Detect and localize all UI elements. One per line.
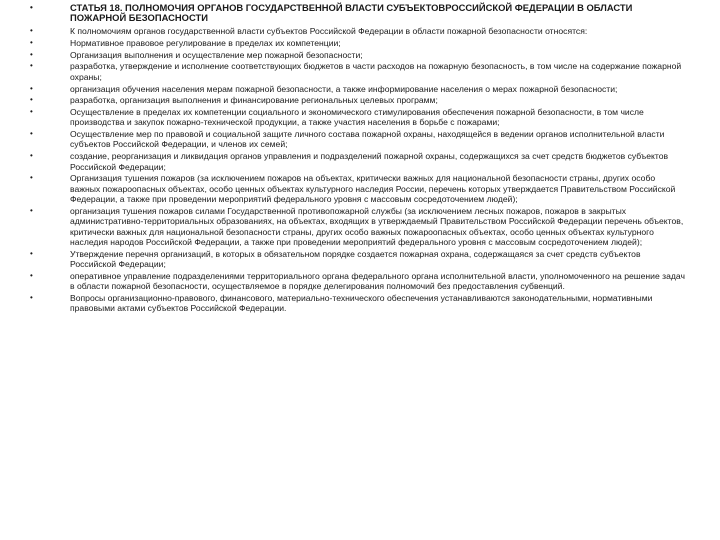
list-item-text: Осуществление в пределах их компетенции социального и экономического стимулирования обеспечения пожарной безопасности, в том числе производства и закупок пожарно-технической продукции, а также участия населения в борьбе с пожарами; (70, 106, 644, 128)
list-item (30, 84, 686, 94)
bullet-marker: • (30, 129, 33, 139)
article-title (30, 3, 686, 24)
list-item (30, 173, 686, 204)
list-item (30, 293, 686, 314)
list-item-text: Осуществление мер по правовой и социальной защите личного состава пожарной охраны, находящейся в ведении органов исполнительной власти субъектов Российской Федерации, и членов их семей; (70, 129, 665, 150)
list-item (30, 107, 686, 128)
list-item (30, 95, 686, 105)
bullet-marker: • (30, 151, 33, 161)
list-item-text: разработка, утверждение и исполнение соответствующих бюджетов в части расходов на пожарную безопасность, в том числе на содержание пожарной охраны; (70, 61, 682, 82)
list-item-text: оперативное управление подразделениями территориального органа федерального органа исполнительной власти, уполномоченного на решение задач в области пожарной безопасности, осуществляемое в порядке делегирования полномочий без предоставления субвенций. (70, 270, 685, 292)
bullet-marker: • (30, 106, 33, 116)
bullet-marker: • (30, 270, 33, 280)
bullet-marker: • (30, 38, 33, 48)
list-item-text: Нормативное правовое регулирование в пределах их компетенции; (70, 38, 341, 49)
list-item (30, 26, 686, 36)
bullet-marker: • (30, 3, 33, 12)
bullet-marker: • (30, 292, 33, 302)
list-item-text: Организация тушения пожаров (за исключением пожаров на объектах, критически важных для национальной безопасности страны, других особо важных пожароопасных объектах, особо ценных объектах культурного наследия России, перечень которых утверждается Правительством Российской Федерации, а также при проведении мероприятий федерального уровня с массовым сосредоточением людей); (70, 173, 676, 205)
list-item (30, 151, 686, 172)
list-item-text: организация обучения населения мерам пожарной безопасности, а также информирование населения о мерах пожарной безопасности; (70, 83, 618, 94)
bullet-marker: • (30, 248, 33, 258)
list-item-text: Организация выполнения и осуществление мер пожарной безопасности; (70, 49, 363, 60)
list-item-text: СТАТЬЯ 18. ПОЛНОМОЧИЯ ОРГАНОВ ГОСУДАРСТВЕННОЙ ВЛАСТИ СУБЪЕКТОВРОССИЙСКОЙ ФЕДЕРАЦИИ В ОБЛАСТИ ПОЖАРНОЙ БЕЗОПАСНОСТИ (70, 2, 633, 24)
list-item-text: К полномочиям органов государственной власти субъектов Российской Федерации в области пожарной безопасности относятся: (70, 26, 588, 37)
list-item-text: Утверждение перечня организаций, в которых в обязательном порядке создается пожарная охрана, содержащаяся за счет средств субъектов Российской Федерации; (70, 248, 641, 270)
list-item-text: организация тушения пожаров силами Государственной противопожарной службы (за исключением лесных пожаров, пожаров в закрытых административно-территориальных образованиях, на объектах, входящих в утверждаемый Правительством Российской Федерации перечень объектов, критически важных для национальной безопасности страны, других особо важных пожароопасных объектах, особо ценных объектах культурного наследия народов Российской Федерации, а также при проведении мероприятий федерального уровня с массовым сосредоточением людей); (70, 205, 684, 247)
list-item (30, 61, 686, 82)
bullet-marker: • (30, 205, 33, 215)
list-item (30, 271, 686, 292)
list-item-text: разработка, организация выполнения и финансирование региональных целевых программ; (70, 95, 438, 106)
bullet-marker: • (30, 83, 33, 93)
bullet-marker: • (30, 26, 33, 36)
list-item (30, 50, 686, 60)
bullet-list (30, 3, 686, 315)
bullet-marker: • (30, 49, 33, 59)
list-item (30, 249, 686, 270)
list-item (30, 206, 686, 248)
list-item (30, 129, 686, 150)
bullet-marker: • (30, 61, 33, 71)
bullet-marker: • (30, 95, 33, 105)
list-item-text: Вопросы организационно-правового, финансового, материально-технического обеспечения устанавливаются законодательными, нормативными правовыми актами субъектов Российской Федерации. (70, 292, 653, 314)
bullet-marker: • (30, 173, 33, 183)
list-item-text: создание, реорганизация и ликвидация органов управления и подразделений пожарной охраны, содержащихся за счет средств бюджетов субъектов Российской Федерации; (70, 151, 669, 172)
list-item (30, 38, 686, 48)
